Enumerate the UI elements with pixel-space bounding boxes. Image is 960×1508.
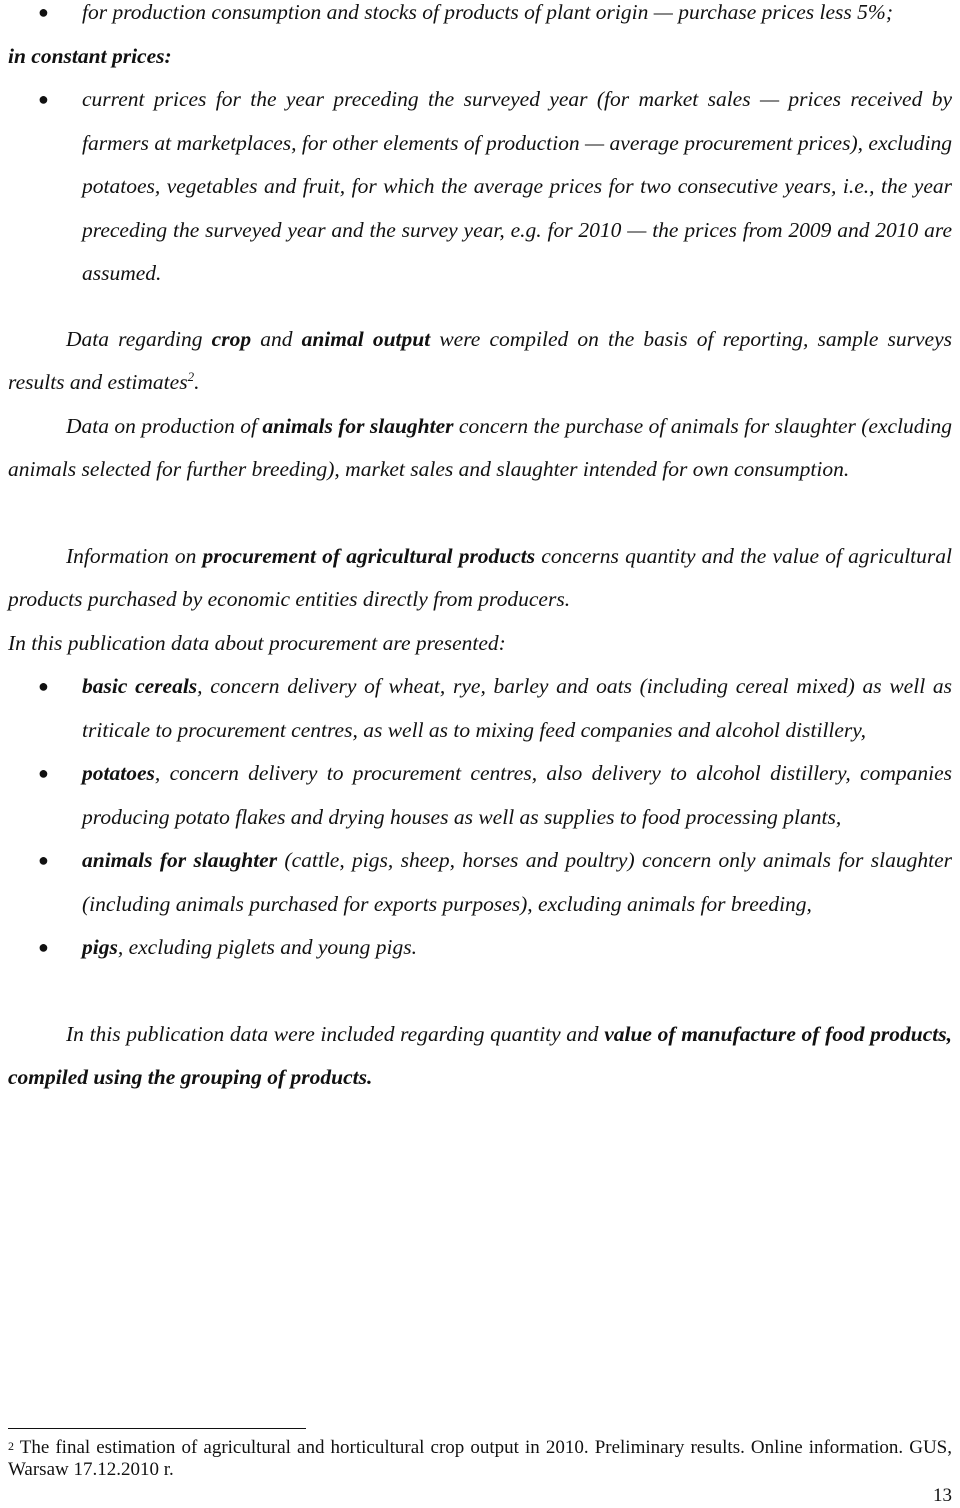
bullet-icon: ● [38, 676, 49, 696]
paragraph-procurement: Information on procurement of agricultural products concerns quantity and the value of agricultural products purchased by economic entities directly from producers. [8, 543, 952, 611]
plant-origin-list [8, 0, 952, 35]
footnote-mark: 2 [8, 1439, 14, 1453]
constant-prices-heading: in constant prices: [8, 43, 172, 68]
list-item-text: current prices for the year preceding the surveyed year (for market sales — prices received by farmers at marketplaces, for other elements of production — average procurement prices), excluding potatoes, vegetables and fruit, for which the average prices for two consecutive years, i.e., the year preceding the surveyed year and the survey year, e.g. for 2010 — the prices from 2009 and 2010 are assumed. [82, 87, 952, 285]
list-item: ● pigs, excluding piglets and young pigs. [8, 926, 952, 970]
list-item: ● basic cereals, concern delivery of wheat, rye, barley and oats (including cereal mixed) as well as triticale to procurement centres, as well as to mixing feed companies and alcohol distillery, [8, 665, 952, 752]
paragraph-animals-slaughter: Data on production of animals for slaughter concern the purchase of animals for slaughter (excluding animals selected for further breeding), market sales and slaughter intended for own consumption. [8, 413, 952, 481]
paragraph-manufacture: In this publication data were included regarding quantity and value of manufacture of food products, compiled using the grouping of products. [8, 1021, 952, 1089]
bullet-icon: ● [38, 850, 49, 870]
bullet-icon: ● [38, 937, 49, 957]
list-item [8, 0, 952, 35]
bullet-icon: ● [38, 2, 49, 22]
paragraph-crop-output: Data regarding crop and animal output were compiled on the basis of reporting, sample surveys results and estimates$^2$. [8, 326, 952, 394]
bullet-icon: ● [38, 89, 49, 109]
page-content [8, 0, 952, 1100]
list-item: ● potatoes, concern delivery to procurement centres, also delivery to alcohol distillery, companies producing potato flakes and drying houses as well as supplies to food processing plants, [8, 752, 952, 839]
page-number: 13 [933, 1485, 952, 1506]
footnote [8, 1437, 952, 1481]
paragraph-publication-intro: In this publication data about procurement are presented: [8, 630, 506, 655]
list-item-text: for production consumption and stocks of products of plant origin — purchase prices less 5%; [82, 0, 893, 24]
list-item [8, 78, 952, 296]
constant-prices-list [8, 78, 952, 296]
bullet-icon: ● [38, 763, 49, 783]
footnote-text: The final estimation of agricultural and horticultural crop output in 2010. Preliminary results. Online information. GUS, Warsaw 17.12.2010 r. [8, 1437, 952, 1480]
procurement-list [8, 665, 952, 970]
list-item: ● animals for slaughter (cattle, pigs, sheep, horses and poultry) concern only animals for slaughter (including animals purchased for exports purposes), excluding animals for breeding, [8, 839, 952, 926]
footnote-divider [8, 1428, 306, 1429]
footnote-reference[interactable]: 2 [187, 368, 195, 384]
